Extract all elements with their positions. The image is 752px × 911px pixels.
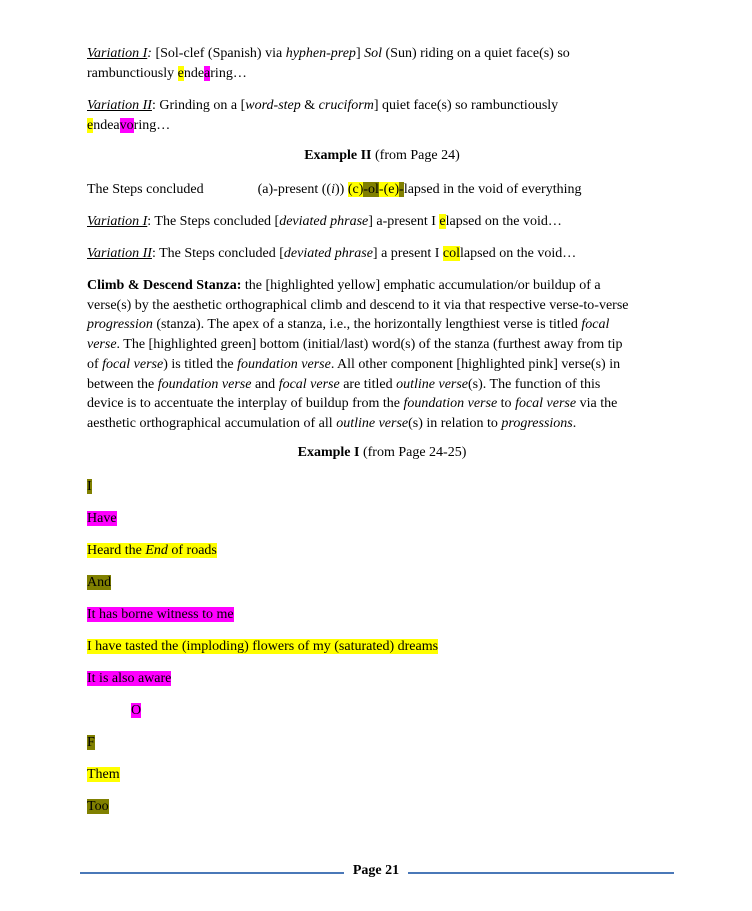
highlight-yellow: e [87, 118, 94, 133]
highlight-yellow: I have tasted the (imploding) flowers of my (saturated) dreams [87, 639, 439, 654]
highlight-pink: It has borne witness to me [87, 607, 234, 622]
text-italic: focal [581, 317, 610, 333]
text: [Sol-clef (Spanish) via [151, 46, 286, 61]
variation-2b-line [87, 244, 576, 263]
text: : The Steps concluded [ [151, 246, 284, 261]
variation-2-line-2 [87, 116, 170, 135]
text: ring… [133, 118, 171, 133]
text: ] [355, 46, 365, 61]
highlight-yellow: - [378, 182, 384, 197]
text: ndea [93, 118, 120, 133]
text: between the [87, 376, 158, 392]
text-italic: outline verse [396, 376, 469, 392]
text: ring… [210, 66, 247, 81]
paragraph-line [87, 394, 677, 414]
text-italic: deviated phrase [279, 214, 369, 229]
highlight-yellow: col [442, 246, 460, 261]
text-italic: hyphen-prep [285, 46, 356, 61]
verse-6-focal [87, 637, 438, 656]
highlight-green: - [399, 182, 404, 197]
variation-2-line-1 [87, 96, 558, 115]
verse-7 [87, 669, 171, 688]
text-italic: Sol [364, 46, 382, 61]
text: )) [334, 182, 348, 197]
variation-1b-line [87, 212, 562, 231]
stanza-definition-paragraph [87, 276, 677, 434]
steps-line [87, 180, 582, 199]
text: lapsed on the void… [460, 246, 577, 261]
highlight-yellow [87, 543, 217, 558]
heading-ref: (from Page 24-25) [359, 445, 467, 460]
text: are titled [339, 376, 397, 392]
text: via the [576, 396, 618, 412]
text-italic: foundation verse [403, 396, 498, 412]
text: Heard the [87, 543, 146, 558]
example-1-heading [87, 445, 677, 461]
text: . All other component [highlighted pink] verse(s) in [330, 356, 621, 372]
variation-label: Variation I [87, 214, 148, 229]
highlight-yellow: (e) [383, 182, 400, 197]
text-italic: cruciform [318, 98, 374, 113]
footer-rule-right [408, 872, 674, 874]
paragraph-line [87, 296, 677, 316]
text-italic: i [331, 182, 335, 197]
paragraph-line [87, 375, 677, 395]
text: (s). The function of this [468, 376, 601, 392]
text: . [572, 415, 577, 431]
text: of [87, 356, 103, 372]
text: verse(s) by the aesthetic orthographical climb and descend to it via that respective verse-to-verse [87, 297, 629, 313]
text-italic: End [145, 543, 168, 558]
footer-rule-left [80, 872, 344, 874]
text: : Grinding on a [ [151, 98, 246, 113]
text-italic: progressions [501, 415, 573, 431]
verse-4 [87, 573, 111, 592]
variation-label: Variation II [87, 246, 152, 261]
paragraph-line [87, 315, 677, 335]
text: (a)-present (( [257, 182, 332, 197]
heading-title: Example I [297, 445, 360, 460]
highlight-pink: a [204, 66, 211, 81]
text: lapsed on the void… [445, 214, 562, 229]
text-italic: verse [87, 337, 117, 353]
text: ] a present I [372, 246, 443, 261]
text-italic: progression [87, 317, 153, 333]
verse-10 [87, 765, 120, 784]
text: of roads [167, 543, 217, 558]
text-italic: focal verse [278, 376, 340, 392]
variation-label: Variation II [87, 98, 152, 113]
text: (stanza). The apex of a stanza, i.e., the horizontally lengthiest verse is titled [152, 317, 582, 333]
highlight-pink: vo [119, 118, 134, 133]
text-italic: foundation verse [157, 376, 252, 392]
paragraph-line [87, 335, 677, 355]
text: The Steps concluded [87, 182, 204, 197]
heading-title: Example II [304, 148, 372, 163]
verse-2 [87, 509, 117, 528]
text: to [497, 396, 516, 412]
highlight-yellow: (c) [347, 182, 364, 197]
text: nde [183, 66, 205, 81]
highlight-yellow: Them [87, 767, 120, 782]
highlight-green: And [87, 575, 112, 590]
example-2-heading [87, 148, 677, 164]
text: . The [highlighted green] bottom (initial/last) word(s) of the stanza (furthest away from tip [116, 337, 623, 353]
text: rambunctiously [87, 66, 178, 81]
variation-1-line-2 [87, 64, 247, 83]
text: ] a-present I [368, 214, 440, 229]
text: ) is titled the [163, 356, 238, 372]
highlight-green: F [87, 735, 95, 750]
verse-11 [87, 797, 109, 816]
highlight-green: Too [87, 799, 109, 814]
highlight-yellow: e [177, 66, 184, 81]
highlight-green: -ol [363, 182, 379, 197]
text-italic: focal verse [102, 356, 164, 372]
text: ] quiet face(s) so rambunctiously [373, 98, 559, 113]
verse-3 [87, 541, 217, 560]
highlight-pink: It is also aware [87, 671, 172, 686]
verse-5 [87, 605, 234, 624]
text: the [highlighted yellow] emphatic accumulation/or buildup of a [241, 278, 601, 293]
verse-8 [131, 701, 141, 720]
variation-label: Variation I [87, 46, 148, 61]
text-italic: deviated phrase [283, 246, 373, 261]
highlight-yellow: e [439, 214, 446, 229]
text: (Sun) riding on a quiet face(s) so [382, 46, 570, 61]
text: (s) in relation to [408, 415, 502, 431]
verse-1 [87, 477, 92, 496]
paragraph-line [87, 355, 677, 375]
verse-9 [87, 733, 95, 752]
text-italic: foundation verse [237, 356, 331, 372]
text: aesthetic orthographical accumulation of all [87, 415, 337, 431]
highlight-pink: Have [87, 511, 117, 526]
variation-1-line-1 [87, 44, 570, 63]
highlight-pink: O [131, 703, 142, 718]
text: device is to accentuate the interplay of buildup from the [87, 396, 404, 412]
page-number: Page 21 [352, 863, 400, 878]
text: & [300, 98, 319, 113]
colon: : [147, 46, 152, 61]
text-italic: outline verse [336, 415, 409, 431]
highlight-green: I [87, 479, 92, 494]
text-italic: focal verse [515, 396, 577, 412]
heading-ref: (from Page 24) [371, 148, 460, 163]
text: : The Steps concluded [ [147, 214, 280, 229]
paragraph-line [87, 414, 677, 434]
text-italic: word-step [245, 98, 301, 113]
text: and [251, 376, 279, 392]
text: lapsed in the void of everything [403, 182, 582, 197]
term-title: Climb & Descend Stanza: [87, 278, 242, 293]
paragraph-line [87, 276, 677, 296]
